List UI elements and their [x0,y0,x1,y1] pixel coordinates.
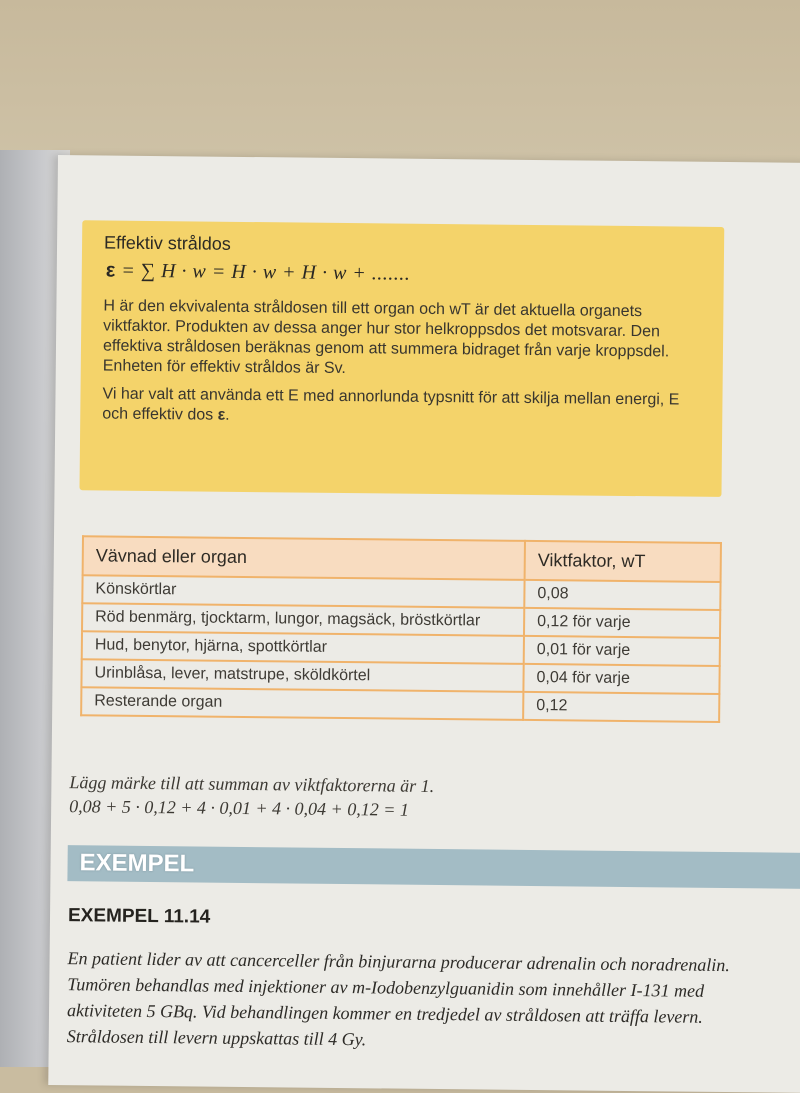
cell-weight: 0,12 [523,692,719,722]
example-band-label: EXEMPEL [79,849,195,878]
cell-weight: 0,04 för varje [523,664,719,694]
dose-formula [106,260,706,289]
table-header-row [83,536,721,582]
example-title: EXEMPEL 11.14 [67,905,211,928]
example-body: En patient lider av att cancerceller från binjurarna producerar adrenalin och noradrenalin. Tumören behandlas med injektioner av m-Iodobenzylguanidin som innehåller I-131 med aktiviteten 5 GBq. Vid behandlingen kommer en tredjedel av stråldosen att träffa levern. Stråldosen till levern uppskattas till 4 Gy. [66,948,730,1050]
header-weight: Viktfaktor, wT [525,541,721,582]
cell-weight: 0,08 [524,580,720,610]
epsilon-symbol-inline: ε [217,406,226,424]
cell-organ: Resterande organ [81,687,523,720]
info-box [79,220,724,497]
box-title: Effektiv stråldos [103,232,231,254]
cell-weight: 0,12 för varje [524,608,720,638]
box-paragraph-2-text: Vi har valt att använda ett E med annorlunda typsnitt för att skilja mellan energi, E och effektiv dos [102,385,680,424]
sum-note [69,770,729,825]
book-page [48,155,800,1093]
table-row [81,687,719,722]
cell-organ: Röd benmärg, tjocktarm, lungor, magsäck, bröstkörtlar [82,603,524,636]
cell-weight: 0,01 för varje [524,636,720,666]
box-paragraph-1: H är den ekvivalenta stråldosen till ett organ och wT är det aktuella organets viktfaktor. Produkten av dessa anger hur stor helkroppsdos det motsvarar. Den effektiva stråldosen beräknas genom att summera bidraget från varje kroppsdel. Enheten för effektiv stråldos är Sv. [102,297,670,378]
formula-text: = ∑ H · w = H · w + H · w + ....... [121,259,411,285]
epsilon-symbol: ε [105,259,116,282]
weight-factor-table [80,535,722,723]
example-band [67,845,800,889]
sum-note-line-1: Lägg märke till att summan av viktfaktorerna är 1. [69,772,435,796]
header-organ: Vävnad eller organ [83,536,525,580]
sum-note-line-2: 0,08 + 5 · 0,12 + 4 · 0,01 + 4 · 0,04 + 0,12 = 1 [69,796,410,820]
box-paragraph-2: Vi har valt att använda ett E med annorlunda typsnitt för att skilja mellan energi, E och effektiv dos ε. [102,385,680,424]
cell-organ: Hud, benytor, hjärna, spottkörtlar [82,631,524,664]
cell-organ: Könskörtlar [82,575,524,608]
cell-organ: Urinblåsa, lever, matstrupe, sköldkörtel [81,659,523,692]
